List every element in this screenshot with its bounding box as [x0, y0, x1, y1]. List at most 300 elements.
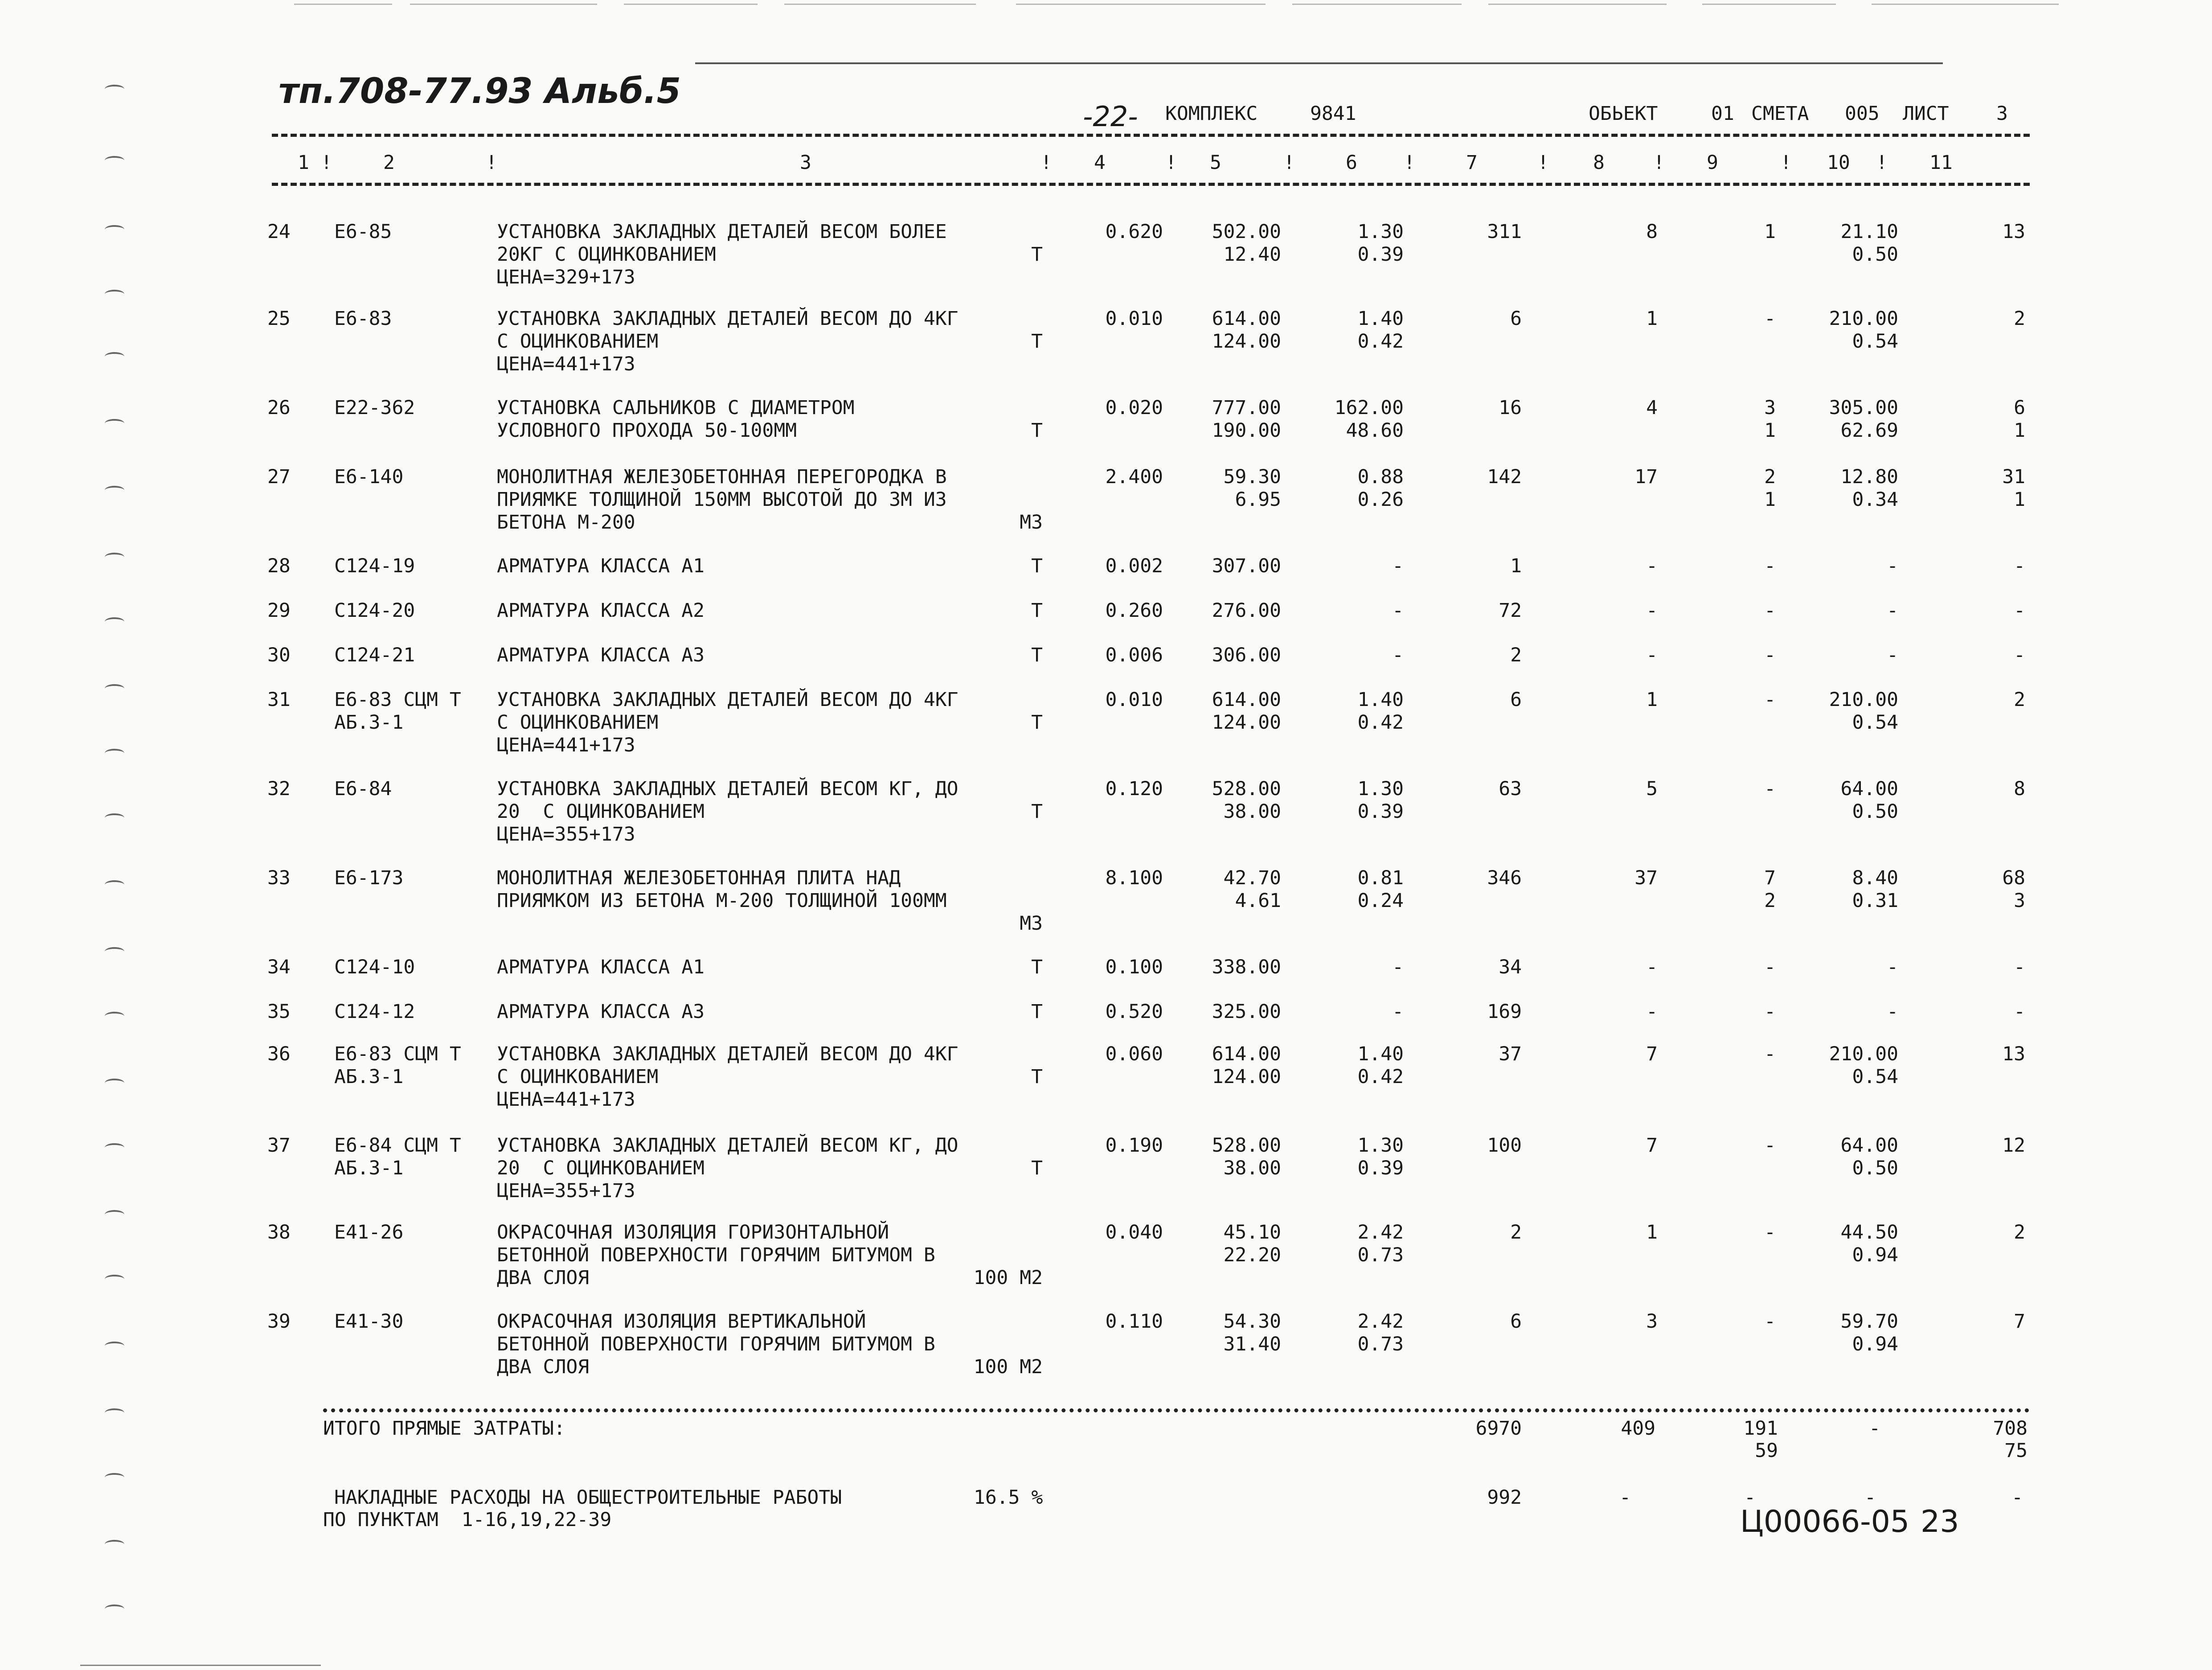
row-quantity: 0.100: [1105, 956, 1163, 978]
row-total-cost: 6: [1510, 308, 1522, 330]
totals-label: ИТОГО ПРЯМЫЕ ЗАТРАТЫ:: [323, 1417, 565, 1440]
row-unit-cost: 4.61: [1235, 890, 1281, 912]
row-description: УСЛОВНОГО ПРОХОДА 50-100ММ: [497, 419, 797, 442]
row-col9: 3: [1764, 397, 1776, 419]
row-quantity: 8.100: [1105, 867, 1163, 889]
row-col10: 0.50: [1852, 1157, 1898, 1179]
row-description: 20 С ОЦИНКОВАНИЕМ: [497, 1157, 705, 1179]
row-col9: -: [1764, 308, 1776, 330]
row-code: Е22-362: [334, 397, 415, 419]
overhead-col10: -: [1864, 1486, 1876, 1509]
punch-hole-mark: [105, 813, 124, 822]
row-unit-cost: 38.00: [1223, 800, 1281, 823]
complex-label: КОМПЛЕКС: [1165, 103, 1258, 125]
row-labor-cost: 0.42: [1357, 330, 1404, 353]
column-number: !: [1537, 152, 1549, 174]
row-quantity: 0.010: [1105, 308, 1163, 330]
row-description: УСТАНОВКА ЗАКЛАДНЫХ ДЕТАЛЕЙ ВЕСОМ КГ, ДО: [497, 778, 959, 800]
row-labor-cost: -: [1392, 555, 1404, 577]
row-col10: 64.00: [1840, 778, 1898, 800]
row-unit-cost: 6.95: [1235, 488, 1281, 511]
row-col11: 13: [2002, 1043, 2025, 1065]
row-col10: 0.54: [1852, 1066, 1898, 1088]
row-unit-cost: 325.00: [1212, 1001, 1281, 1023]
row-quantity: 0.010: [1105, 689, 1163, 711]
row-labor-cost: 2.42: [1357, 1310, 1404, 1333]
row-code: Е6-84: [334, 778, 392, 800]
overhead-col8: -: [1619, 1486, 1631, 1509]
row-code: Е6-84 СЦМ Т: [334, 1134, 461, 1157]
column-number: 3: [800, 152, 811, 174]
row-description: ЦЕНА=441+173: [497, 734, 635, 756]
row-number: 34: [267, 956, 291, 978]
row-col10: 0.34: [1852, 488, 1898, 511]
row-col10: 0.54: [1852, 330, 1898, 353]
row-col10: -: [1887, 956, 1898, 978]
punch-hole-mark: [105, 486, 124, 495]
row-col10: 0.94: [1852, 1333, 1898, 1355]
row-quantity: 0.002: [1105, 555, 1163, 577]
row-quantity: 0.120: [1105, 778, 1163, 800]
row-quantity: 0.260: [1105, 599, 1163, 622]
column-number: !: [486, 152, 497, 174]
column-number: !: [1876, 152, 1888, 174]
row-code: Е6-83 СЦМ Т: [334, 689, 461, 711]
row-col10: 0.54: [1852, 711, 1898, 734]
object-label: ОБЬЕКТ: [1589, 103, 1658, 125]
row-total-cost: 6: [1510, 689, 1522, 711]
row-col9: -: [1764, 1310, 1776, 1333]
row-quantity: 0.040: [1105, 1221, 1163, 1243]
row-unit-cost: 614.00: [1212, 689, 1281, 711]
row-description: УСТАНОВКА ЗАКЛАДНЫХ ДЕТАЛЕЙ ВЕСОМ КГ, ДО: [497, 1134, 959, 1157]
row-total-cost: 6: [1510, 1310, 1522, 1333]
punch-hole-mark: [105, 1473, 124, 1482]
row-total-cost: 1: [1510, 555, 1522, 577]
row-col10: -: [1887, 555, 1898, 577]
row-description: БЕТОННОЙ ПОВЕРХНОСТИ ГОРЯЧИМ БИТУМОМ В: [497, 1333, 935, 1355]
row-quantity: 2.400: [1105, 466, 1163, 488]
row-unit-cost: 276.00: [1212, 599, 1281, 622]
column-number: 2: [383, 152, 395, 174]
row-unit-cost: 528.00: [1212, 1134, 1281, 1157]
row-col9: -: [1764, 555, 1776, 577]
row-total-cost: 2: [1510, 644, 1522, 666]
row-code: С124-20: [334, 599, 415, 622]
totals-col7: 6970: [1475, 1417, 1522, 1440]
row-number: 32: [267, 778, 291, 800]
row-col11: 13: [2002, 221, 2025, 243]
totals-col10: -: [1869, 1417, 1880, 1440]
row-number: 25: [267, 308, 291, 330]
row-number: 30: [267, 644, 291, 666]
column-number: !: [1404, 152, 1415, 174]
complex-value: 9841: [1310, 103, 1356, 125]
row-total-cost: 63: [1499, 778, 1522, 800]
stamp-number: 23: [1921, 1504, 1959, 1539]
row-unit-cost: 59.30: [1223, 466, 1281, 488]
punch-hole-mark: [105, 85, 124, 94]
column-number: 7: [1466, 152, 1478, 174]
row-labor-cost: 48.60: [1346, 419, 1404, 442]
row-col9: -: [1764, 956, 1776, 978]
column-number: 8: [1593, 152, 1605, 174]
row-description: ПРИЯМКЕ ТОЛЩИНОЙ 150ММ ВЫСОТОЙ ДО 3М ИЗ: [497, 488, 947, 511]
row-description: ЦЕНА=441+173: [497, 353, 635, 375]
row-code: АБ.3-1: [334, 711, 404, 734]
column-number: 9: [1707, 152, 1718, 174]
punch-hole-mark: [105, 225, 124, 234]
row-col10: -: [1887, 644, 1898, 666]
row-total-cost: 37: [1499, 1043, 1522, 1065]
row-code: Е6-83 СЦМ Т: [334, 1043, 461, 1065]
row-labor-cost: 162.00: [1334, 397, 1404, 419]
page-marker: -22-: [1083, 100, 1138, 133]
row-labor-cost: 0.42: [1357, 1066, 1404, 1088]
row-unit-cost: 31.40: [1223, 1333, 1281, 1355]
row-description: ЦЕНА=355+173: [497, 1180, 635, 1202]
row-labor-cost: -: [1392, 956, 1404, 978]
punch-hole-mark: [105, 1604, 124, 1613]
punch-hole-mark: [105, 1540, 124, 1549]
punch-hole-mark: [105, 684, 124, 693]
totals-col8: 409: [1621, 1417, 1655, 1440]
row-description: ПРИЯМКОМ ИЗ БЕТОНА М-200 ТОЛЩИНОЙ 100ММ: [497, 890, 947, 912]
row-col11: 31: [2002, 466, 2025, 488]
row-col9: 2: [1764, 466, 1776, 488]
row-description: БЕТОНА М-200: [497, 511, 635, 533]
handwritten-code: тп.708-77.93 Альб.5: [279, 71, 681, 111]
row-description: 20КГ С ОЦИНКОВАНИЕМ: [497, 243, 716, 266]
row-description: МОНОЛИТНАЯ ЖЕЛЕЗОБЕТОННАЯ ПЛИТА НАД: [497, 867, 901, 889]
row-unit-cost: 306.00: [1212, 644, 1281, 666]
row-col11: 7: [2014, 1310, 2025, 1333]
row-col11: -: [2014, 644, 2025, 666]
row-col8: -: [1646, 1001, 1658, 1023]
smeta-value: 005: [1845, 103, 1880, 125]
row-unit: Т: [1031, 330, 1043, 353]
punch-hole-mark: [105, 1408, 124, 1417]
row-col8: 1: [1646, 1221, 1658, 1243]
punch-hole-mark: [105, 156, 124, 165]
punch-hole-mark: [105, 947, 124, 956]
row-code: С124-21: [334, 644, 415, 666]
overhead-line2: ПО ПУНКТАМ 1-16,19,22-39: [323, 1509, 612, 1531]
row-col10: 0.50: [1852, 800, 1898, 823]
row-labor-cost: 0.73: [1357, 1244, 1404, 1266]
row-quantity: 0.110: [1105, 1310, 1163, 1333]
column-number: !: [1780, 152, 1792, 174]
row-total-cost: 16: [1499, 397, 1522, 419]
overhead-col11: -: [2011, 1486, 2023, 1509]
row-unit: Т: [1031, 956, 1043, 978]
punch-hole-mark: [105, 419, 124, 428]
row-description: ЦЕНА=355+173: [497, 823, 635, 845]
row-description: С ОЦИНКОВАНИЕМ: [497, 711, 659, 734]
row-unit-cost: 124.00: [1212, 711, 1281, 734]
row-col10: 21.10: [1840, 221, 1898, 243]
row-col10: 44.50: [1840, 1221, 1898, 1243]
row-labor-cost: 1.40: [1357, 689, 1404, 711]
row-col10: -: [1887, 599, 1898, 622]
punch-hole-mark: [105, 290, 124, 299]
row-labor-cost: 1.30: [1357, 1134, 1404, 1157]
row-col10: 305.00: [1829, 397, 1898, 419]
column-number: 10: [1827, 152, 1850, 174]
row-number: 29: [267, 599, 291, 622]
row-col8: -: [1646, 956, 1658, 978]
row-number: 24: [267, 221, 291, 243]
row-col10: 12.80: [1840, 466, 1898, 488]
column-number: 6: [1346, 152, 1357, 174]
row-unit: 100 М2: [973, 1267, 1043, 1289]
row-unit-cost: 338.00: [1212, 956, 1281, 978]
row-col9: 1: [1764, 221, 1776, 243]
row-unit: Т: [1031, 711, 1043, 734]
row-col10: 0.31: [1852, 890, 1898, 912]
row-description: ДВА СЛОЯ: [497, 1267, 590, 1289]
row-description: АРМАТУРА КЛАССА А1: [497, 956, 705, 978]
smeta-label: СМЕТА: [1751, 103, 1809, 125]
row-number: 27: [267, 466, 291, 488]
row-description: УСТАНОВКА ЗАКЛАДНЫХ ДЕТАЛЕЙ ВЕСОМ БОЛЕЕ: [497, 221, 947, 243]
row-description: УСТАНОВКА ЗАКЛАДНЫХ ДЕТАЛЕЙ ВЕСОМ ДО 4КГ: [497, 1043, 959, 1065]
row-col11: -: [2014, 555, 2025, 577]
row-labor-cost: 1.40: [1357, 308, 1404, 330]
row-number: 33: [267, 867, 291, 889]
row-unit: Т: [1031, 800, 1043, 823]
row-description: ЦЕНА=329+173: [497, 266, 635, 288]
row-col10: 210.00: [1829, 1043, 1898, 1065]
row-col8: 4: [1646, 397, 1658, 419]
sheet-value: 3: [1996, 103, 2008, 125]
row-code: С124-12: [334, 1001, 415, 1023]
punch-hole-mark: [105, 749, 124, 758]
punch-hole-mark: [105, 553, 124, 562]
row-total-cost: 72: [1499, 599, 1522, 622]
row-labor-cost: 2.42: [1357, 1221, 1404, 1243]
row-code: АБ.3-1: [334, 1066, 404, 1088]
row-labor-cost: 0.24: [1357, 890, 1404, 912]
row-col9: 1: [1764, 419, 1776, 442]
row-code: С124-10: [334, 956, 415, 978]
row-labor-cost: 0.88: [1357, 466, 1404, 488]
row-col9: -: [1764, 778, 1776, 800]
row-labor-cost: 1.30: [1357, 778, 1404, 800]
row-quantity: 0.520: [1105, 1001, 1163, 1023]
row-unit-cost: 42.70: [1223, 867, 1281, 889]
row-col10: 210.00: [1829, 689, 1898, 711]
row-unit: М3: [1020, 912, 1043, 935]
row-description: АРМАТУРА КЛАССА А3: [497, 644, 705, 666]
header-rule-bottom: [272, 183, 2030, 186]
row-total-cost: 34: [1499, 956, 1522, 978]
row-col11: -: [2014, 956, 2025, 978]
row-code: АБ.3-1: [334, 1157, 404, 1179]
row-col11: -: [2014, 1001, 2025, 1023]
row-col10: 0.94: [1852, 1244, 1898, 1266]
row-quantity: 0.190: [1105, 1134, 1163, 1157]
row-code: Е6-85: [334, 221, 392, 243]
row-description: АРМАТУРА КЛАССА А1: [497, 555, 705, 577]
row-number: 36: [267, 1043, 291, 1065]
row-col11: -: [2014, 599, 2025, 622]
row-description: АРМАТУРА КЛАССА А3: [497, 1001, 705, 1023]
row-code: Е41-30: [334, 1310, 404, 1333]
row-unit: Т: [1031, 1157, 1043, 1179]
row-description: АРМАТУРА КЛАССА А2: [497, 599, 705, 622]
row-unit: Т: [1031, 644, 1043, 666]
row-unit-cost: 124.00: [1212, 330, 1281, 353]
row-labor-cost: -: [1392, 644, 1404, 666]
row-number: 28: [267, 555, 291, 577]
totals-col11-a: 708: [1993, 1417, 2028, 1440]
row-col9: 1: [1764, 488, 1776, 511]
row-description: ОКРАСОЧНАЯ ИЗОЛЯЦИЯ ВЕРТИКАЛЬНОЙ: [497, 1310, 866, 1333]
row-col8: 1: [1646, 689, 1658, 711]
row-col10: 59.70: [1840, 1310, 1898, 1333]
row-total-cost: 169: [1487, 1001, 1522, 1023]
row-col10: 64.00: [1840, 1134, 1898, 1157]
row-code: Е6-83: [334, 308, 392, 330]
row-unit-cost: 614.00: [1212, 308, 1281, 330]
object-value: 01: [1711, 103, 1734, 125]
row-quantity: 0.060: [1105, 1043, 1163, 1065]
row-col9: -: [1764, 1221, 1776, 1243]
row-col8: -: [1646, 599, 1658, 622]
row-labor-cost: -: [1392, 599, 1404, 622]
column-number: !: [1653, 152, 1665, 174]
punch-hole-mark: [105, 1275, 124, 1284]
row-col8: 37: [1634, 867, 1658, 889]
row-description: С ОЦИНКОВАНИЕМ: [497, 1066, 659, 1088]
row-unit: Т: [1031, 1001, 1043, 1023]
row-col11: 2: [2014, 308, 2025, 330]
row-col11: 1: [2014, 419, 2025, 442]
stamp-code: Ц00066-05: [1740, 1504, 1910, 1539]
overhead-percent: 16.5 %: [974, 1486, 1043, 1509]
row-unit-cost: 38.00: [1223, 1157, 1281, 1179]
row-description: УСТАНОВКА ЗАКЛАДНЫХ ДЕТАЛЕЙ ВЕСОМ ДО 4КГ: [497, 689, 959, 711]
row-unit-cost: 307.00: [1212, 555, 1281, 577]
row-quantity: 0.020: [1105, 397, 1163, 419]
column-number: !: [1040, 152, 1052, 174]
row-unit: Т: [1031, 555, 1043, 577]
row-col9: -: [1764, 689, 1776, 711]
row-total-cost: 311: [1487, 221, 1522, 243]
row-labor-cost: -: [1392, 1001, 1404, 1023]
row-unit-cost: 614.00: [1212, 1043, 1281, 1065]
row-col9: -: [1764, 1134, 1776, 1157]
row-labor-cost: 0.42: [1357, 711, 1404, 734]
row-col11: 8: [2014, 778, 2025, 800]
column-number: 11: [1929, 152, 1953, 174]
row-col8: 7: [1646, 1043, 1658, 1065]
row-unit-cost: 190.00: [1212, 419, 1281, 442]
row-description: ЦЕНА=441+173: [497, 1088, 635, 1111]
row-description: ДВА СЛОЯ: [497, 1356, 590, 1378]
row-unit-cost: 45.10: [1223, 1221, 1281, 1243]
row-unit-cost: 54.30: [1223, 1310, 1281, 1333]
row-col9: -: [1764, 644, 1776, 666]
row-unit-cost: 502.00: [1212, 221, 1281, 243]
punch-hole-mark: [105, 1143, 124, 1152]
row-description: ОКРАСОЧНАЯ ИЗОЛЯЦИЯ ГОРИЗОНТАЛЬНОЙ: [497, 1221, 889, 1243]
row-unit-cost: 528.00: [1212, 778, 1281, 800]
row-description: МОНОЛИТНАЯ ЖЕЛЕЗОБЕТОННАЯ ПЕРЕГОРОДКА В: [497, 466, 947, 488]
row-code: Е6-140: [334, 466, 404, 488]
row-unit: Т: [1031, 419, 1043, 442]
totals-col9-a: 191: [1743, 1417, 1778, 1440]
totals-col11-b: 75: [2004, 1440, 2028, 1462]
row-unit: Т: [1031, 599, 1043, 622]
row-col11: 6: [2014, 397, 2025, 419]
row-quantity: 0.620: [1105, 221, 1163, 243]
row-unit-cost: 124.00: [1212, 1066, 1281, 1088]
row-col11: 2: [2014, 1221, 2025, 1243]
row-number: 39: [267, 1310, 291, 1333]
column-number: !: [1283, 152, 1295, 174]
row-total-cost: 100: [1487, 1134, 1522, 1157]
row-col10: 210.00: [1829, 308, 1898, 330]
punch-hole-mark: [105, 352, 124, 361]
row-col10: -: [1887, 1001, 1898, 1023]
row-col9: 2: [1764, 890, 1776, 912]
column-number: 1 !: [298, 152, 332, 174]
row-col11: 68: [2002, 867, 2025, 889]
row-col10: 8.40: [1852, 867, 1898, 889]
row-description: УСТАНОВКА САЛЬНИКОВ С ДИАМЕТРОМ: [497, 397, 855, 419]
row-labor-cost: 1.40: [1357, 1043, 1404, 1065]
sheet-label: ЛИСТ: [1903, 103, 1949, 125]
row-labor-cost: 0.39: [1357, 243, 1404, 266]
row-description: УСТАНОВКА ЗАКЛАДНЫХ ДЕТАЛЕЙ ВЕСОМ ДО 4КГ: [497, 308, 959, 330]
row-labor-cost: 1.30: [1357, 221, 1404, 243]
row-code: Е6-173: [334, 867, 404, 889]
overhead-col9: -: [1744, 1486, 1756, 1509]
row-col9: -: [1764, 1001, 1776, 1023]
row-description: 20 С ОЦИНКОВАНИЕМ: [497, 800, 705, 823]
punch-hole-mark: [105, 617, 124, 626]
column-number: !: [1165, 152, 1177, 174]
row-col11: 2: [2014, 689, 2025, 711]
row-code: С124-19: [334, 555, 415, 577]
header-rule-top: [272, 134, 2030, 137]
row-col9: 7: [1764, 867, 1776, 889]
punch-hole-mark: [105, 1012, 124, 1021]
row-col10: 0.50: [1852, 243, 1898, 266]
row-col8: -: [1646, 555, 1658, 577]
row-unit-cost: 777.00: [1212, 397, 1281, 419]
row-labor-cost: 0.39: [1357, 800, 1404, 823]
row-col10: 62.69: [1840, 419, 1898, 442]
row-col8: 8: [1646, 221, 1658, 243]
punch-hole-mark: [105, 1342, 124, 1350]
row-col11: 12: [2002, 1134, 2025, 1157]
column-number: 4: [1094, 152, 1106, 174]
row-unit: Т: [1031, 1066, 1043, 1088]
row-number: 31: [267, 689, 291, 711]
column-number: 5: [1210, 152, 1221, 174]
row-quantity: 0.006: [1105, 644, 1163, 666]
row-number: 38: [267, 1221, 291, 1243]
row-number: 35: [267, 1001, 291, 1023]
row-col8: 7: [1646, 1134, 1658, 1157]
totals-col9-b: 59: [1755, 1440, 1778, 1462]
row-labor-cost: 0.73: [1357, 1333, 1404, 1355]
punch-hole-mark: [105, 1210, 124, 1219]
row-number: 26: [267, 397, 291, 419]
